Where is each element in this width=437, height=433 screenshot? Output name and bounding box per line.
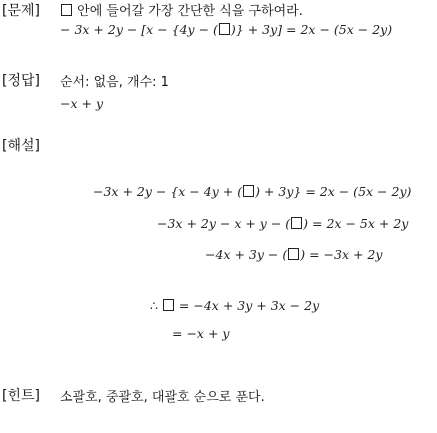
solution-step3-right: ) = −3x + 2y	[300, 247, 383, 262]
blank-box-icon	[163, 299, 174, 311]
answer-label: [정답]	[2, 73, 40, 89]
problem-label: [문제]	[2, 3, 40, 19]
blank-box-icon	[61, 4, 72, 16]
solution-step2	[157, 216, 408, 231]
solution-step2-left: −3x + 2y − x + y − (	[157, 216, 291, 231]
therefore-symbol: ∴	[150, 298, 158, 313]
answer-line1: 순서: 없음, 개수: 1	[60, 75, 169, 90]
blank-box-icon	[243, 185, 254, 197]
problem-equation-left: − 3x + 2y − [x − {4y − (	[60, 22, 218, 37]
hint-text: 소괄호, 중괄호, 대괄호 순으로 푼다.	[60, 390, 265, 405]
solution-label: [해설]	[2, 138, 40, 154]
blank-box-icon	[291, 217, 302, 229]
problem-statement-text: 안에 들어갈 가장 간단한 식을 구하여라.	[77, 4, 303, 19]
solution-step3	[205, 247, 382, 262]
blank-box-icon	[219, 23, 230, 35]
blank-box-icon	[288, 248, 299, 260]
problem-equation	[60, 22, 392, 37]
problem-equation-right: )} + 3y] = 2x − (5x − 2y)	[230, 22, 393, 37]
solution-step4-right: = −4x + 3y + 3x − 2y	[178, 298, 320, 313]
solution-step2-right: ) = 2x − 5x + 2y	[303, 216, 409, 231]
problem-statement	[60, 0, 303, 19]
hint-label: [힌트]	[2, 388, 40, 404]
solution-step4	[150, 298, 319, 313]
solution-step1-left: −3x + 2y − {x − 4y + (	[93, 184, 243, 199]
solution-step5: = −x + y	[172, 326, 230, 341]
solution-step1-right: ) + 3y} = 2x − (5x − 2y)	[255, 184, 412, 199]
solution-step1	[93, 184, 411, 199]
solution-step3-left: −4x + 3y − (	[205, 247, 288, 262]
answer-line2: −x + y	[60, 96, 104, 111]
